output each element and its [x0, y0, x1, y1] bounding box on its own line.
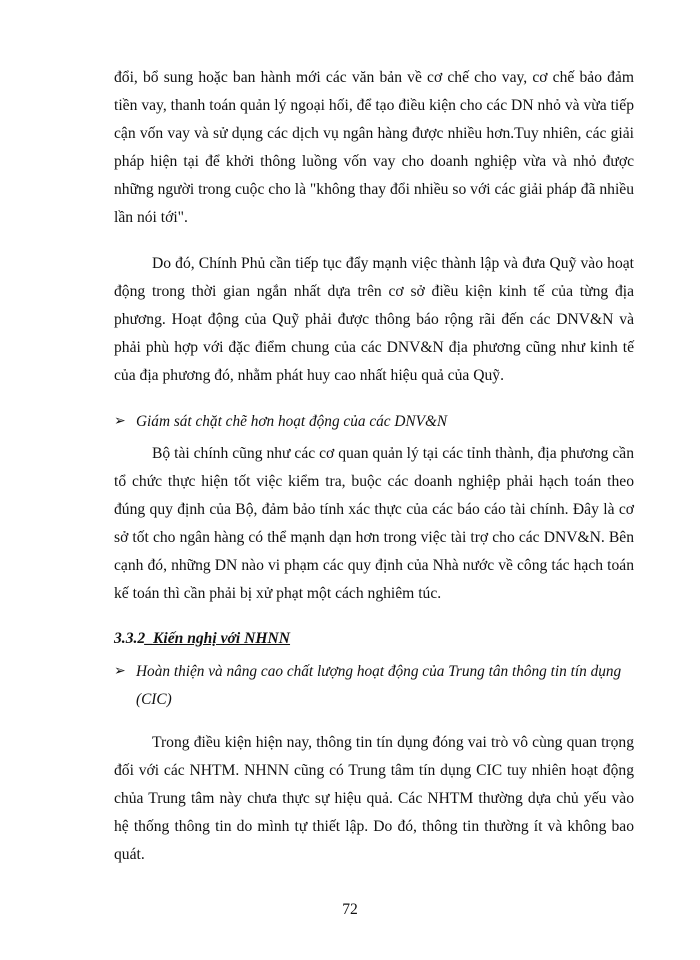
- paragraph-fund-establishment: Do đó, Chính Phủ cần tiếp tục đẩy mạnh việc thành lập và đưa Quỹ vào hoạt động trong thời gian ngắn nhất dựa trên cơ sở điều kiện kinh tế của từng địa phương. Hoạt động của Quỹ phải được thông báo rộng rãi đến các DNV&N và phải phù hợp với đặc điểm chung của các DNV&N địa phương cũng như kinh tế của địa phương đó, nhằm phát huy cao nhất hiệu quả của Quỹ.: [114, 255, 634, 384]
- section-title: _Kiến nghị với NHNN: [145, 630, 291, 647]
- paragraph-loan-mechanism: đổi, bổ sung hoặc ban hành mới các văn bản về cơ chế cho vay, cơ chế bảo đảm tiền vay, thanh toán quản lý ngoại hối, để tạo điều kiện cho các DN nhỏ và vừa tiếp cận vốn vay và sử dụng các dịch vụ ngân hàng được nhiều hơn.Tuy nhiên, các giải pháp hiện tại để khởi thông luồng vốn vay cho doanh nghiệp vừa và nhỏ được những người trong cuộc cho là "không thay đổi nhiều so với các giải pháp đã nhiều lần nói tới".: [114, 69, 634, 226]
- bullet-improve-cic: [114, 658, 644, 714]
- paragraph-credit-information: Trong điều kiện hiện nay, thông tin tín dụng đóng vai trò vô cùng quan trọng đối với các NHTM. NHNN cũng có Trung tâm tín dụng CIC tuy nhiên hoạt động chủa Trung tâm này chưa thực sự hiệu quả. Các NHTM thường dựa chủ yếu vào hệ thống thông tin do mình tự thiết lập. Do đó, thông tin thường ít và không bao quát.: [114, 734, 634, 863]
- bullet-text: Hoàn thiện và nâng cao chất lượng hoạt động của Trung tân thông tin tín dụng (CIC): [136, 663, 622, 708]
- section-number: 3.3.2: [114, 630, 146, 647]
- arrow-bullet-icon: ➢: [114, 414, 126, 429]
- page-number: 72: [342, 901, 358, 918]
- bullet-text: Giám sát chặt chẽ hơn hoạt động của các DNV&N: [136, 413, 448, 430]
- arrow-bullet-icon: ➢: [114, 664, 126, 679]
- paragraph-ministry-finance: Bộ tài chính cũng như các cơ quan quản lý tại các tỉnh thành, địa phương cần tổ chức thực hiện tốt việc kiểm tra, buộc các doanh nghiệp phải hạch toán theo đúng quy định của Bộ, đảm bảo tính xác thực của các báo cáo tài chính. Đây là cơ sở tốt cho ngân hàng có thể mạnh dạn hơn trong việc tài trợ cho các DNV&N. Bên cạnh đó, những DN nào vi phạm các quy định của Nhà nước về công tác hạch toán kế toán thì cần phải bị xử phạt một cách nghiêm túc.: [114, 445, 634, 602]
- bullet-supervise-smes: [114, 408, 644, 436]
- section-heading: [114, 625, 290, 653]
